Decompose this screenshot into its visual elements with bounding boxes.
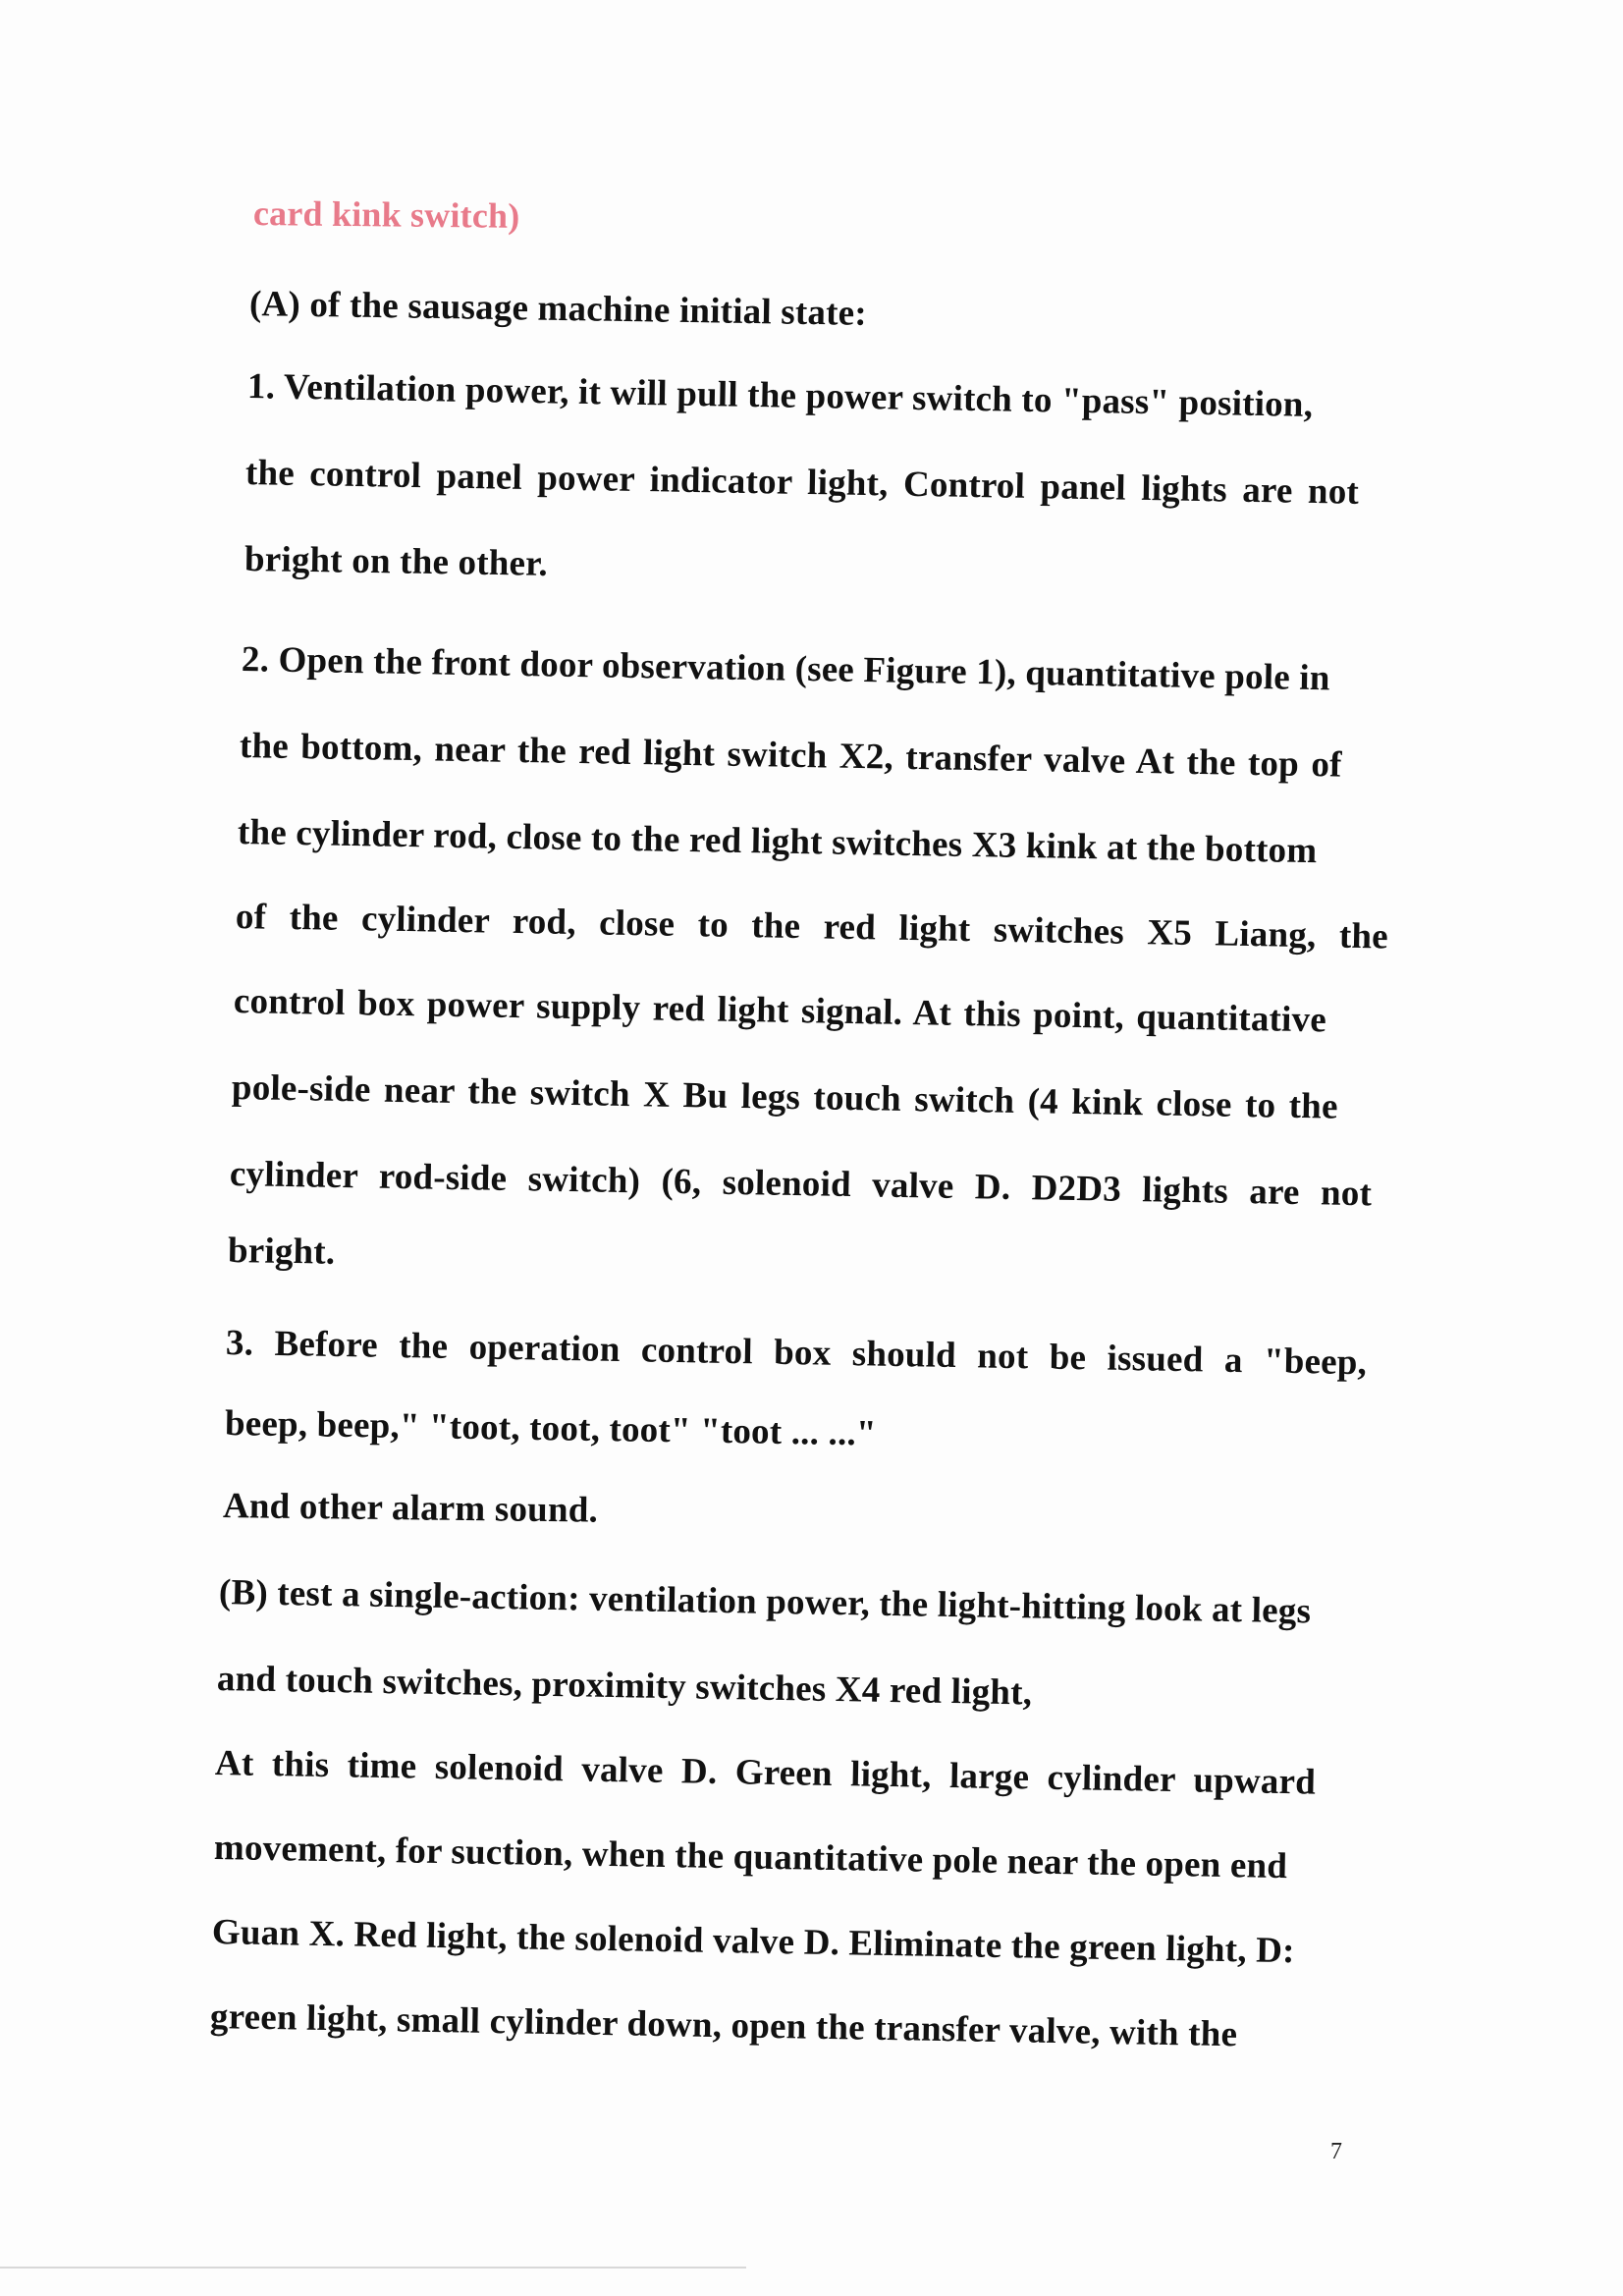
text-line: cylinder rod-side switch) (6, solenoid valve D. D2D3 lights are not [229, 1154, 1373, 1215]
text-line: control box power supply red light signal. At this point, quantitative [233, 981, 1327, 1041]
text-line: (A) of the sausage machine initial state: [248, 284, 868, 334]
text-line: the cylinder rod, close to the red light switches X3 kink at the bottom [237, 812, 1318, 872]
text-line: 3. Before the operation control box should not be issued a "beep, [225, 1323, 1368, 1384]
scan-edge-line [0, 2267, 746, 2269]
text-line: And other alarm sound. [222, 1486, 599, 1531]
text-line: bright on the other. [243, 539, 549, 584]
text-line: 2. Open the front door observation (see Figure 1), quantitative pole in [241, 639, 1330, 699]
text-line: Guan X. Red light, the solenoid valve D. Eliminate the green light, D: [211, 1912, 1295, 1972]
text-line: green light, small cylinder down, open the transfer valve, with the [209, 1996, 1238, 2055]
text-line: At this time solenoid valve D. Green light, large cylinder upward [214, 1743, 1317, 1803]
text-line: 1. Ventilation power, it will pull the power switch to "pass" position, [246, 366, 1314, 425]
text-line: (B) test a single-action: ventilation power, the light-hitting look at legs [218, 1572, 1312, 1632]
text-line: and touch switches, proximity switches X4 red light, [216, 1659, 1033, 1714]
text-line: movement, for suction, when the quantitative pole near the open end [213, 1828, 1288, 1887]
section-heading: card kink switch) [252, 193, 520, 236]
text-line: the control panel power indicator light, Control panel lights are not [244, 453, 1360, 513]
text-line: bright. [227, 1230, 336, 1273]
page-number: 7 [1330, 2139, 1342, 2164]
text-line: of the cylinder rod, close to the red light switches X5 Liang, the [235, 897, 1389, 957]
text-line: pole-side near the switch X Bu legs touch switch (4 kink close to the [231, 1067, 1339, 1127]
text-line: the bottom, near the red light switch X2, transfer valve At the top of [239, 726, 1342, 786]
text-line: beep, beep," "toot, toot, toot" "toot ... ..." [224, 1403, 877, 1454]
